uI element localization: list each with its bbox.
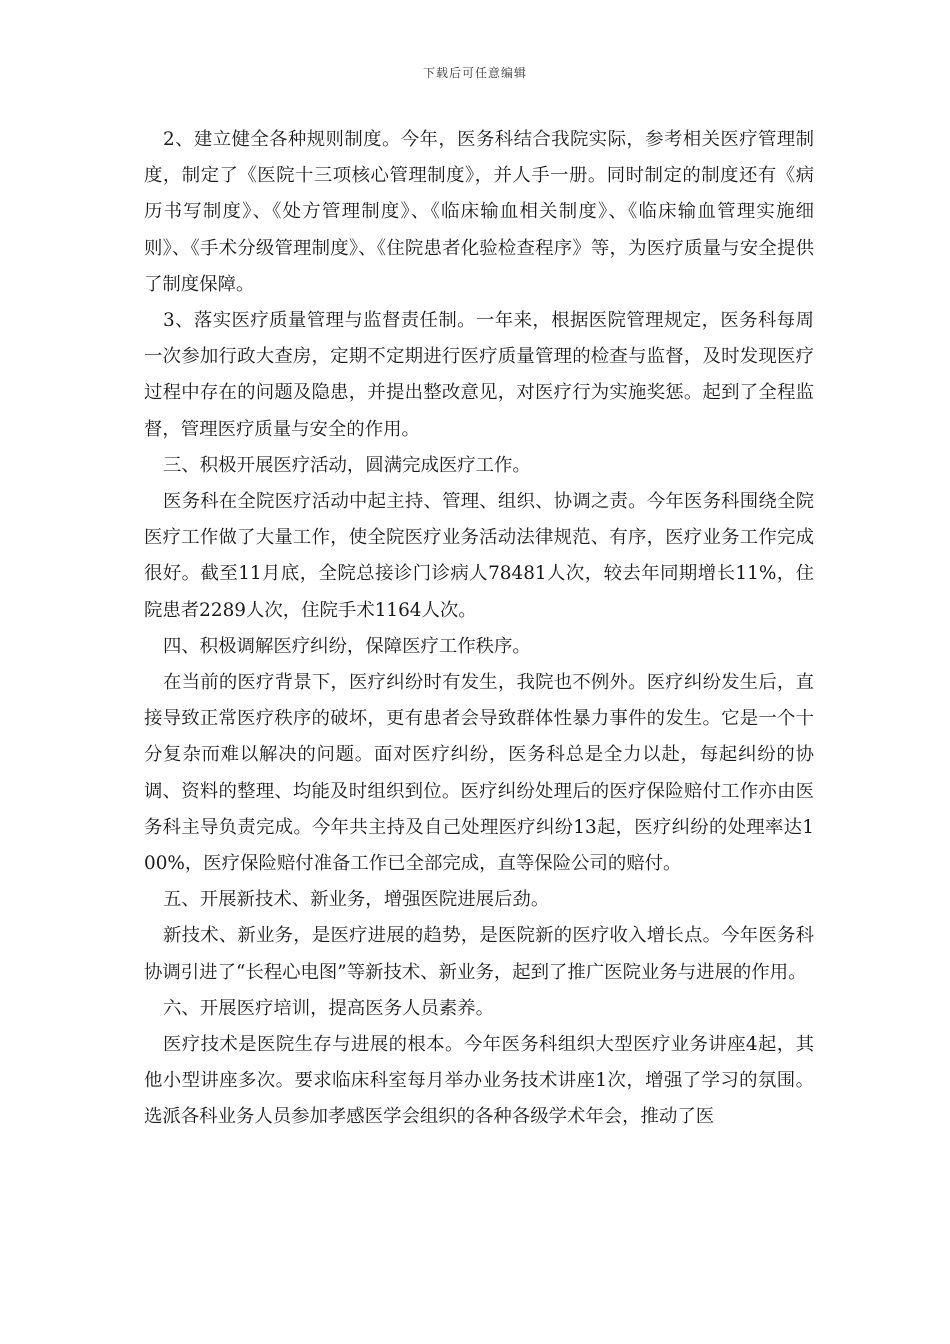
section-heading: 三、积极开展医疗活动，圆满完成医疗工作。 [163, 454, 531, 476]
page-header: 下载后可任意编辑 [422, 66, 527, 80]
paragraph: 医疗技术是医院生存与进展的根本。今年医务科组织大型医疗业务讲座4起，其他小型讲座多次。要求临床科室每月举办业务技术讲座1次，增强了学习的氛围。选派各科业务人员参加孝感医学会组织的各种各级学术年会，推动了医 [144, 1034, 814, 1128]
section-heading: 六、开展医疗培训，提高医务人员素养。 [163, 997, 495, 1019]
section-heading: 五、开展新技术、新业务，增强医院进展后劲。 [163, 889, 550, 911]
paragraph: 在当前的医疗背景下，医疗纠纷时有发生，我院也不例外。医疗纠纷发生后，直接导致正常医疗秩序的破坏，更有患者会导致群体性暴力事件的发生。它是一个十分复杂而难以解决的问题。面对医疗纠纷，医务科总是全力以赴，每起纠纷的协调、资料的整理、均能及时组织到位。医疗纠纷处理后的医疗保险赔付工作亦由医务科主导负责完成。今年共主持及自己处理医疗纠纷13起，医疗纠纷的处理率达100%，医疗保险赔付准备工作已全部完成，直等保险公司的赔付。 [144, 672, 814, 875]
document-body [144, 122, 814, 1136]
section-heading: 四、积极调解医疗纠纷，保障医疗工作秩序。 [163, 635, 531, 657]
paragraph: 医务科在全院医疗活动中起主持、管理、组织、协调之责。今年医务科围绕全院医疗工作做了大量工作，使全院医疗业务活动法律规范、有序，医疗业务工作完成很好。截至11月底，全院总接诊门诊病人78481人次，较去年同期增长11%，住院患者2289人次，住院手术1164人次。 [144, 491, 814, 621]
paragraph: 新技术、新业务，是医疗进展的趋势，是医院新的医疗收入增长点。今年医务科协调引进了“长程心电图”等新技术、新业务，起到了推广医院业务与进展的作用。 [144, 925, 814, 983]
paragraph: 2、建立健全各种规则制度。今年，医务科结合我院实际，参考相关医疗管理制度，制定了《医院十三项核心管理制度》，并人手一册。同时制定的制度还有《病历书写制度》、《处方管理制度》、《临床输血相关制度》、《临床输血管理实施细则》、《手术分级管理制度》、《住院患者化验检查程序》等，为医疗质量与安全提供了制度保障。 [144, 129, 814, 295]
paragraph: 3、落实医疗质量管理与监督责任制。一年来，根据医院管理规定，医务科每周一次参加行政大查房，定期不定期进行医疗质量管理的检查与监督，及时发现医疗过程中存在的问题及隐患，并提出整改意见，对医疗行为实施奖惩。起到了全程监督，管理医疗质量与安全的作用。 [144, 310, 814, 440]
